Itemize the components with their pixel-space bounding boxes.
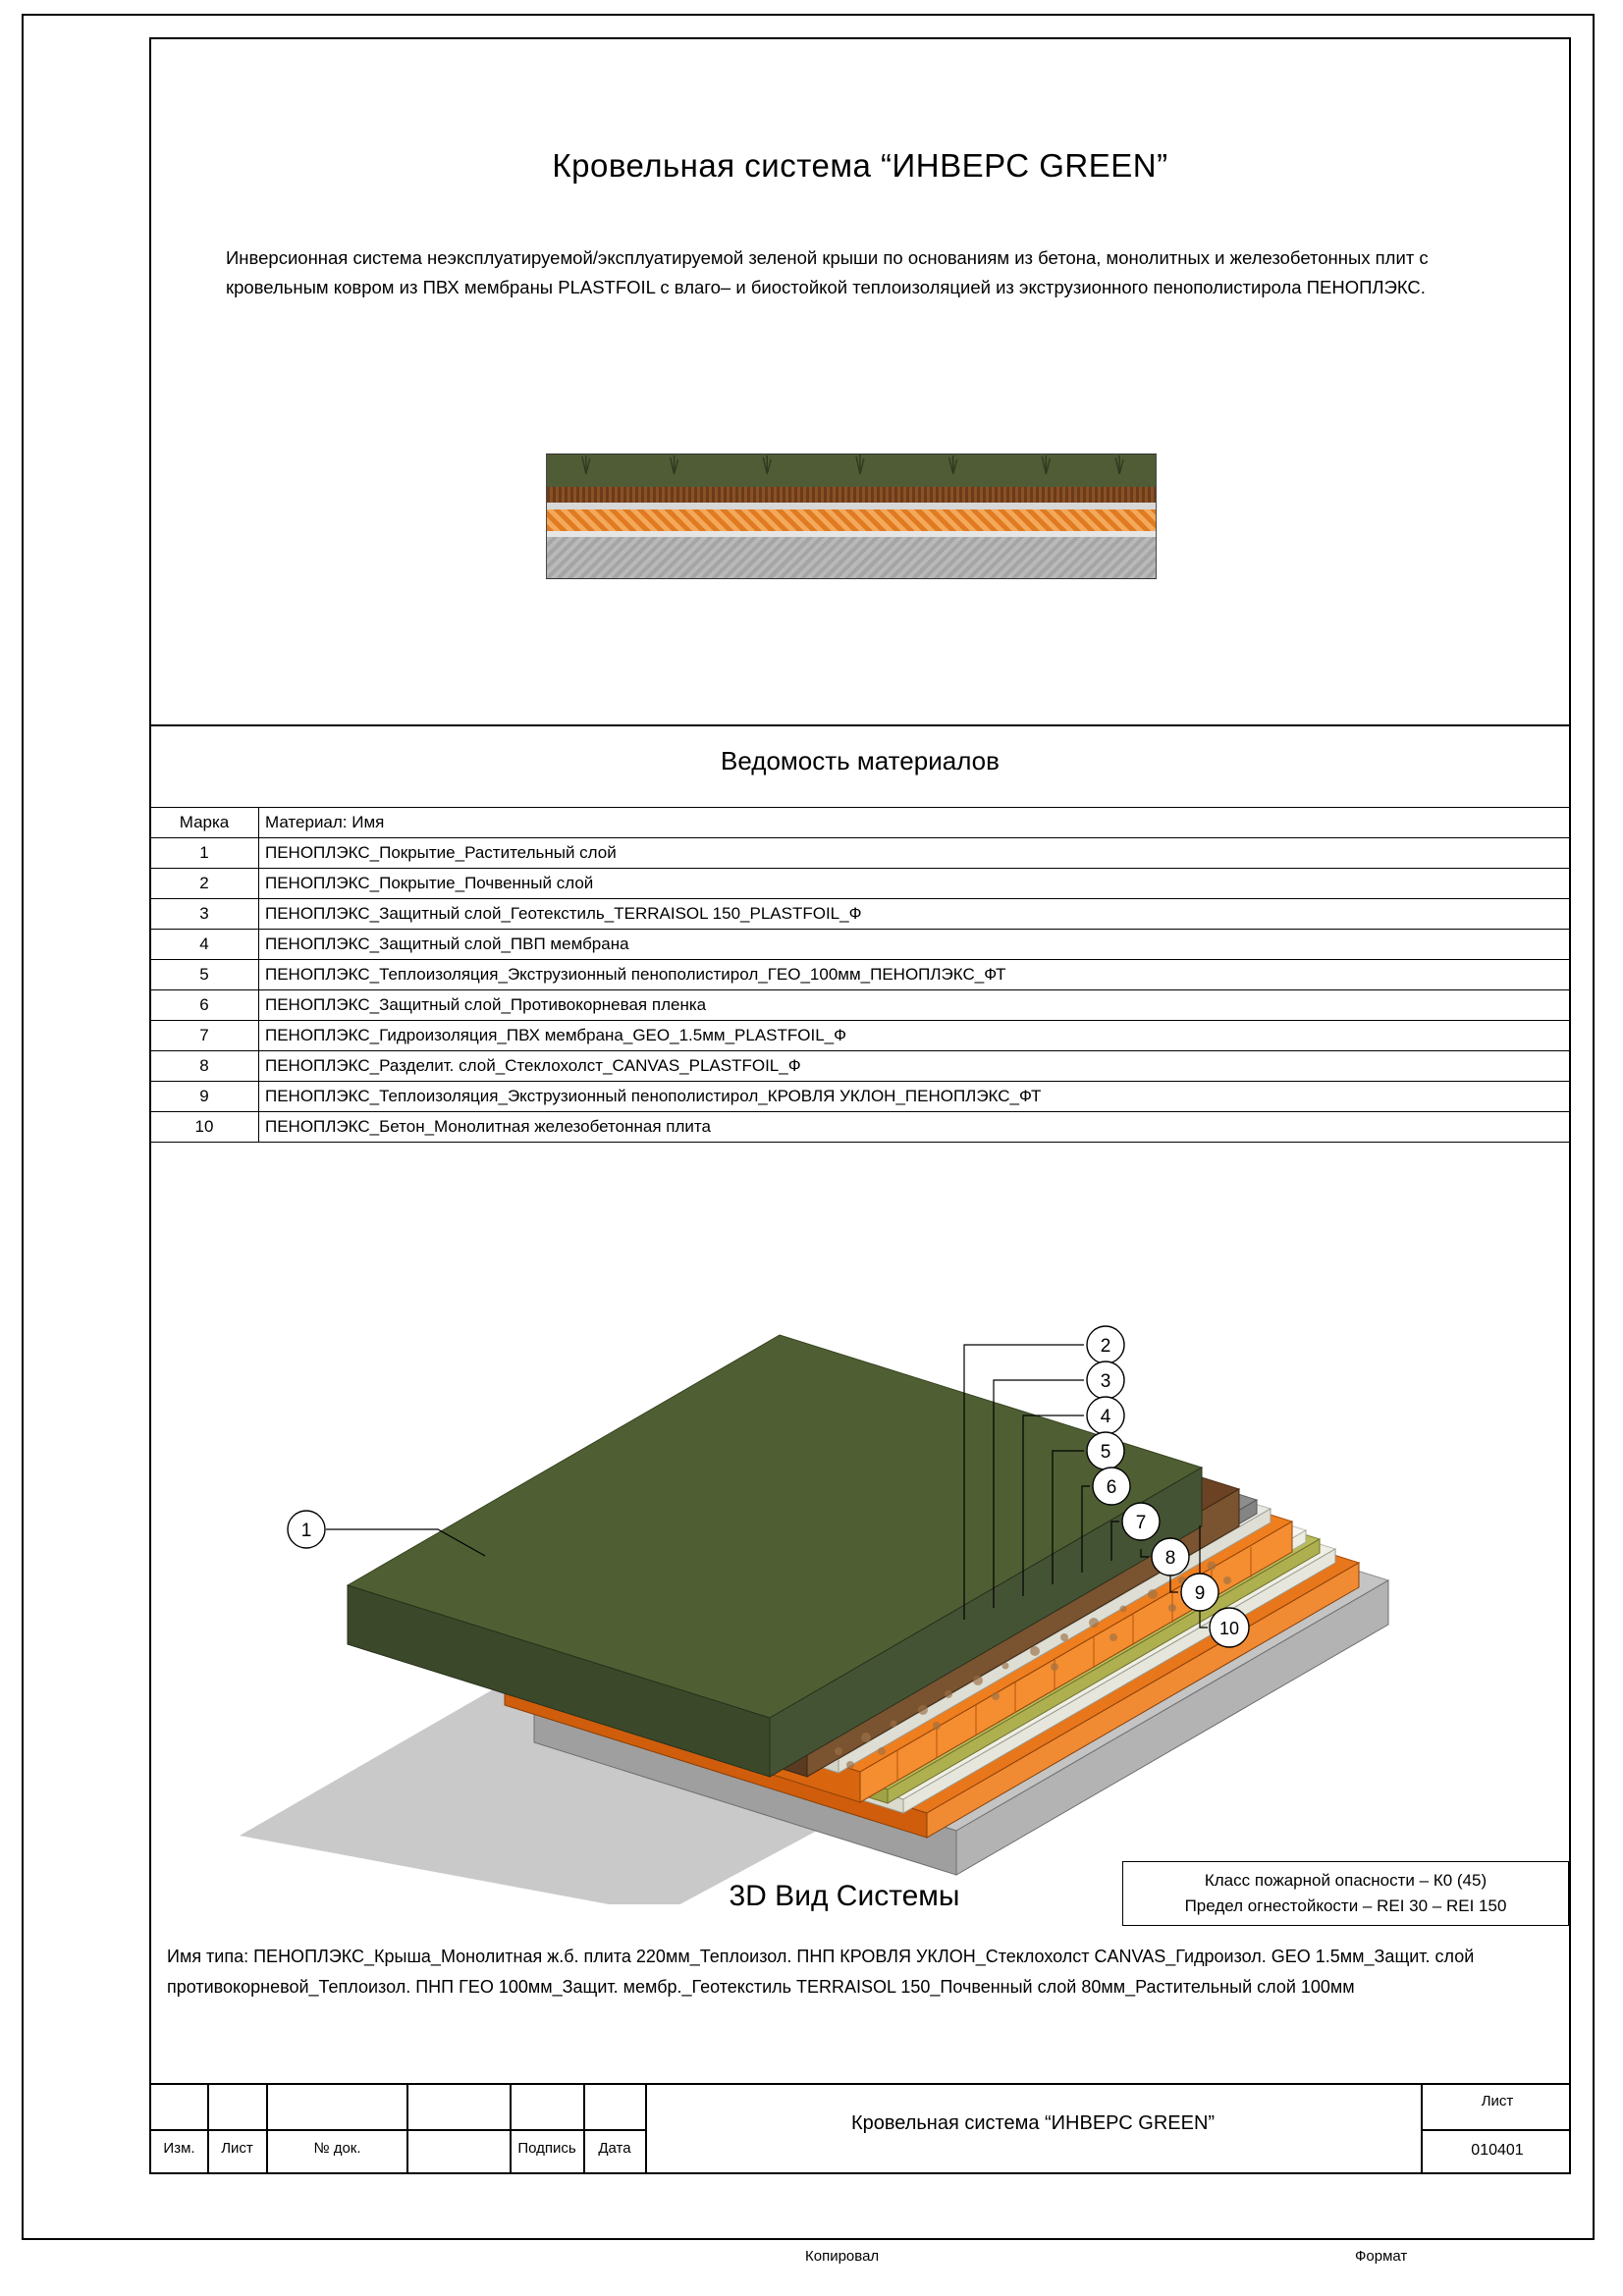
section-illustration [546,454,1157,579]
isometric-diagram [151,1227,1569,1904]
section-layer-soil [546,487,1157,503]
table-row [150,1112,1571,1143]
table-row [150,899,1571,930]
svg-text:6: 6 [1106,1477,1117,1498]
stamp-col-list: Лист [221,2140,253,2157]
stamp-hline [1421,2129,1570,2131]
stamp-vline [583,2085,585,2172]
table-row [150,930,1571,960]
bom-title: Ведомость материалов [721,746,1000,775]
cell-material: ПЕНОПЛЭКС_Гидроизоляция_ПВХ мембрана_GEO_1.5мм_PLASTFOIL_Ф [259,1021,1571,1051]
section-layer-concrete [546,537,1157,579]
bom-divider [149,724,1571,726]
svg-text:1: 1 [300,1521,312,1541]
cell-material: ПЕНОПЛЭКС_Покрытие_Растительный слой [259,838,1571,869]
table-row [150,990,1571,1021]
cell-mark: 2 [150,869,259,899]
cell-mark: 10 [150,1112,259,1143]
cell-mark: 3 [150,899,259,930]
title-block [149,2083,1571,2174]
table-row [150,869,1571,899]
cell-mark: 5 [150,960,259,990]
table-row [150,1021,1571,1051]
cell-material: ПЕНОПЛЭКС_Защитный слой_ПВП мембрана [259,930,1571,960]
cell-material: ПЕНОПЛЭКС_Бетон_Монолитная железобетонная плита [259,1112,1571,1143]
footer-copied-label: Копировал [805,2248,880,2265]
fire-resistance-line: Предел огнестойкости – REI 30 – REI 150 [1184,1896,1507,1915]
table-row [150,838,1571,869]
stamp-vline [406,2085,408,2172]
table-header-row [150,808,1571,838]
cell-mark: 8 [150,1051,259,1082]
cell-mark: 9 [150,1082,259,1112]
cell-mark: 4 [150,930,259,960]
isometric-view [151,1227,1569,1904]
footer-format-label: Формат [1355,2248,1408,2265]
stamp-col-izm: Изм. [163,2140,195,2157]
svg-text:3: 3 [1100,1371,1111,1392]
svg-text:4: 4 [1100,1407,1111,1427]
svg-text:5: 5 [1100,1442,1111,1463]
svg-text:7: 7 [1135,1513,1147,1533]
stamp-vline [207,2085,209,2172]
cell-material: ПЕНОПЛЭКС_Теплоизоляция_Экструзионный пенополистирол_ГЕО_100мм_ПЕНОПЛЭКС_ФТ [259,960,1571,990]
page-title: Кровельная система “ИНВЕРС GREEN” [552,147,1168,184]
cell-mark: 1 [150,838,259,869]
stamp-col-doc: № док. [313,2140,361,2157]
fire-rating-box [1122,1861,1569,1926]
table-row [150,1051,1571,1082]
svg-text:9: 9 [1194,1583,1206,1604]
cell-material: ПЕНОПЛЭКС_Покрытие_Почвенный слой [259,869,1571,899]
section-layer-insulation [546,509,1157,531]
cell-mark: 7 [150,1021,259,1051]
type-name-text: Имя типа: ПЕНОПЛЭКС_Крыша_Монолитная ж.б. плита 220мм_Теплоизол. ПНП КРОВЛЯ УКЛОН_Стеклохолст CANVAS_Гидроизол. GEO 1.5мм_Защит. слой противокорневой_Теплоизол. ПНП ГЕО 100мм_Защит. мембр._Геотекстиль TERRAISOL 150_Почвенный слой 80мм_Растительный слой 100мм [167,1947,1475,1997]
grass-icon [547,453,1156,474]
section-layer-geotextile [546,503,1157,509]
stamp-title: Кровельная система “ИНВЕРС GREEN” [850,2112,1216,2134]
cell-material: ПЕНОПЛЭКС_Защитный слой_Геотекстиль_TERRAISOL 150_PLASTFOIL_Ф [259,899,1571,930]
svg-text:10: 10 [1218,1619,1240,1638]
isometric-caption: 3D Вид Системы [729,1880,960,1912]
table-row [150,960,1571,990]
cell-material: ПЕНОПЛЭКС_Защитный слой_Противокорневая пленка [259,990,1571,1021]
svg-text:8: 8 [1164,1548,1176,1569]
stamp-sheet-number: 010401 [1471,2142,1524,2159]
stamp-vline [266,2085,268,2172]
cell-mark: 6 [150,990,259,1021]
stamp-vline [510,2085,512,2172]
system-description: Инверсионная система неэксплуатируемой/эксплуатируемой зеленой крыши по основаниям из бетона, монолитных и железобетонных плит с кровельным ковром из ПВХ мембраны PLASTFOIL с влаго– и биостойкой теплоизоляцией из экструзионного пенополистирола ПЕНОПЛЭКС. [226,247,1429,297]
table-row [150,1082,1571,1112]
stamp-sheet-label: Лист [1481,2093,1514,2109]
svg-text:2: 2 [1100,1336,1111,1357]
cell-material: ПЕНОПЛЭКС_Разделит. слой_Стеклохолст_CANVAS_PLASTFOIL_Ф [259,1051,1571,1082]
column-header-mark: Марка [150,808,259,838]
cell-material: ПЕНОПЛЭКС_Теплоизоляция_Экструзионный пенополистирол_КРОВЛЯ УКЛОН_ПЕНОПЛЭКС_ФТ [259,1082,1571,1112]
column-header-material: Материал: Имя [259,808,1571,838]
stamp-col-signature: Подпись [517,2140,576,2157]
fire-class-line: Класс пожарной опасности – К0 (45) [1204,1871,1488,1890]
stamp-hline [151,2129,645,2131]
section-layer-vegetation [546,454,1157,487]
bom-table [149,807,1571,1143]
stamp-col-date: Дата [598,2140,631,2157]
